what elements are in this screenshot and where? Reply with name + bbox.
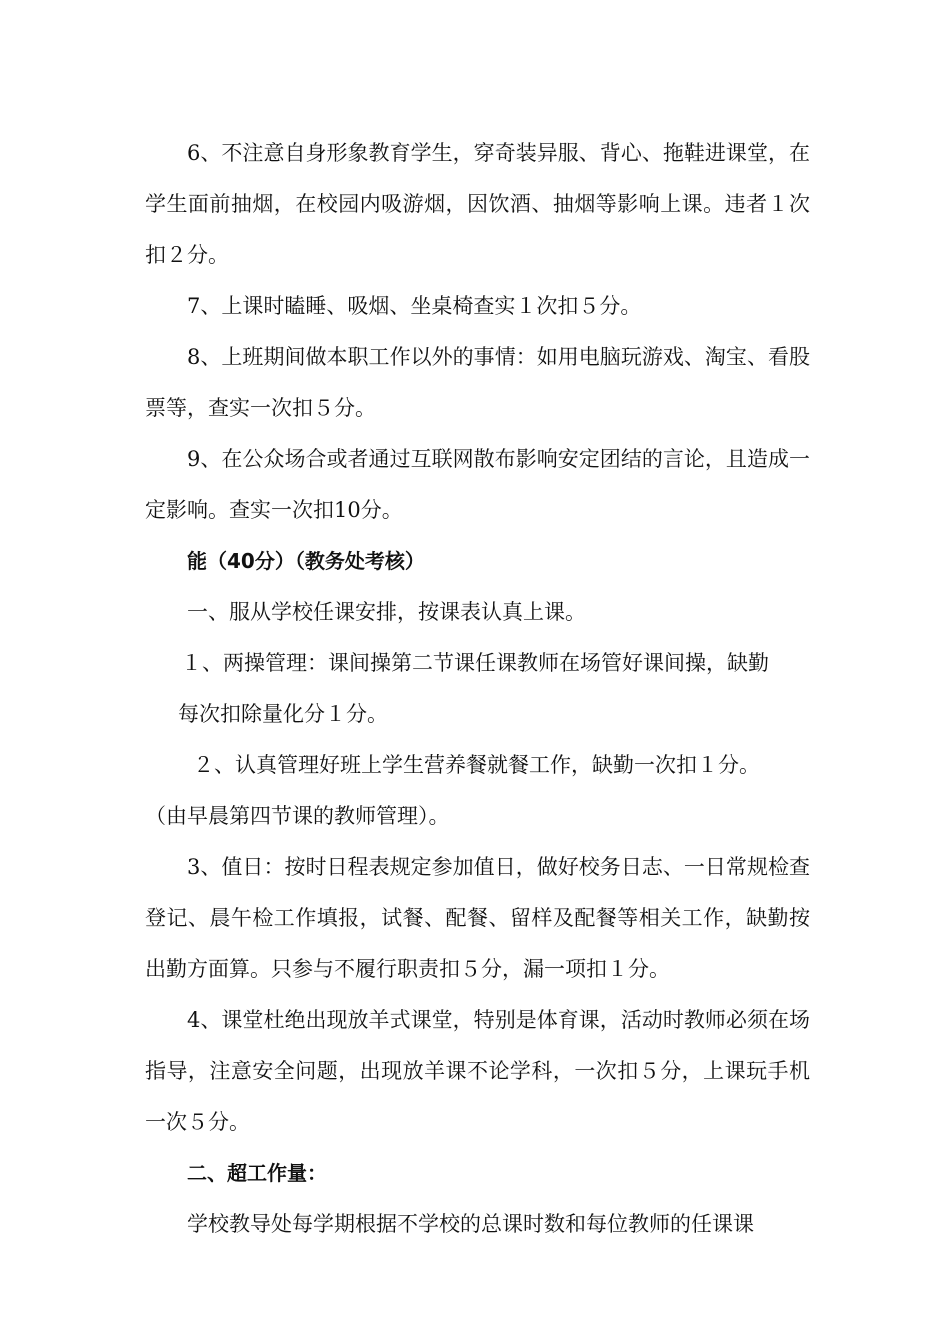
item-duty: 3、值日：按时日程表规定参加值日，做好校务日志、一日常规检查登记、晨午检工作填报，试餐、配餐、留样及配餐等相关工作，缺勤按出勤方面算。只参与不履行职责扣５分，漏一项扣１分。 <box>145 855 810 981</box>
item-two-exercises: １、两操管理：课间操第二节课任课教师在场管好课间操，缺勤 <box>181 651 769 675</box>
overtime-paragraph: 学校教导处每学期根据不学校的总课时数和每位教师的任课课 <box>187 1212 754 1236</box>
item-classroom: 4、课堂杜绝出现放羊式课堂，特别是体育课，活动时教师必须在场指导，注意安全问题，出现放羊课不论学科，一次扣５分，上课玩手机一次５分。 <box>145 1008 810 1134</box>
rule-item-7: 7、上课时瞌睡、吸烟、坐桌椅查实１次扣５分。 <box>187 294 642 318</box>
rule-item-8: 8、上班期间做本职工作以外的事情：如用电脑玩游戏、淘宝、看股票等，查实一次扣５分。 <box>145 345 810 420</box>
section-heading-overtime: 二、超工作量： <box>187 1161 327 1185</box>
item-two-exercises-cont: 每次扣除量化分１分。 <box>178 702 388 726</box>
rule-item-6: 6、不注意自身形象教育学生，穿奇装异服、背心、拖鞋进课堂，在学生面前抽烟，在校园内吸游烟，因饮酒、抽烟等影响上课。违者１次扣２分。 <box>145 141 810 267</box>
item-nutrition-meal-note: （由早晨第四节课的教师管理）。 <box>145 804 450 828</box>
item-nutrition-meal: ２、认真管理好班上学生营养餐就餐工作，缺勤一次扣１分。 <box>193 753 760 777</box>
rule-item-9: 9、在公众场合或者通过互联网散布影响安定团结的言论，且造成一定影响。查实一次扣10分。 <box>145 447 810 522</box>
document-body <box>145 128 810 1250</box>
section-heading-ability: 能（40分）（教务处考核） <box>187 549 425 573</box>
section-intro-teaching: 一、服从学校任课安排，按课表认真上课。 <box>187 600 586 624</box>
